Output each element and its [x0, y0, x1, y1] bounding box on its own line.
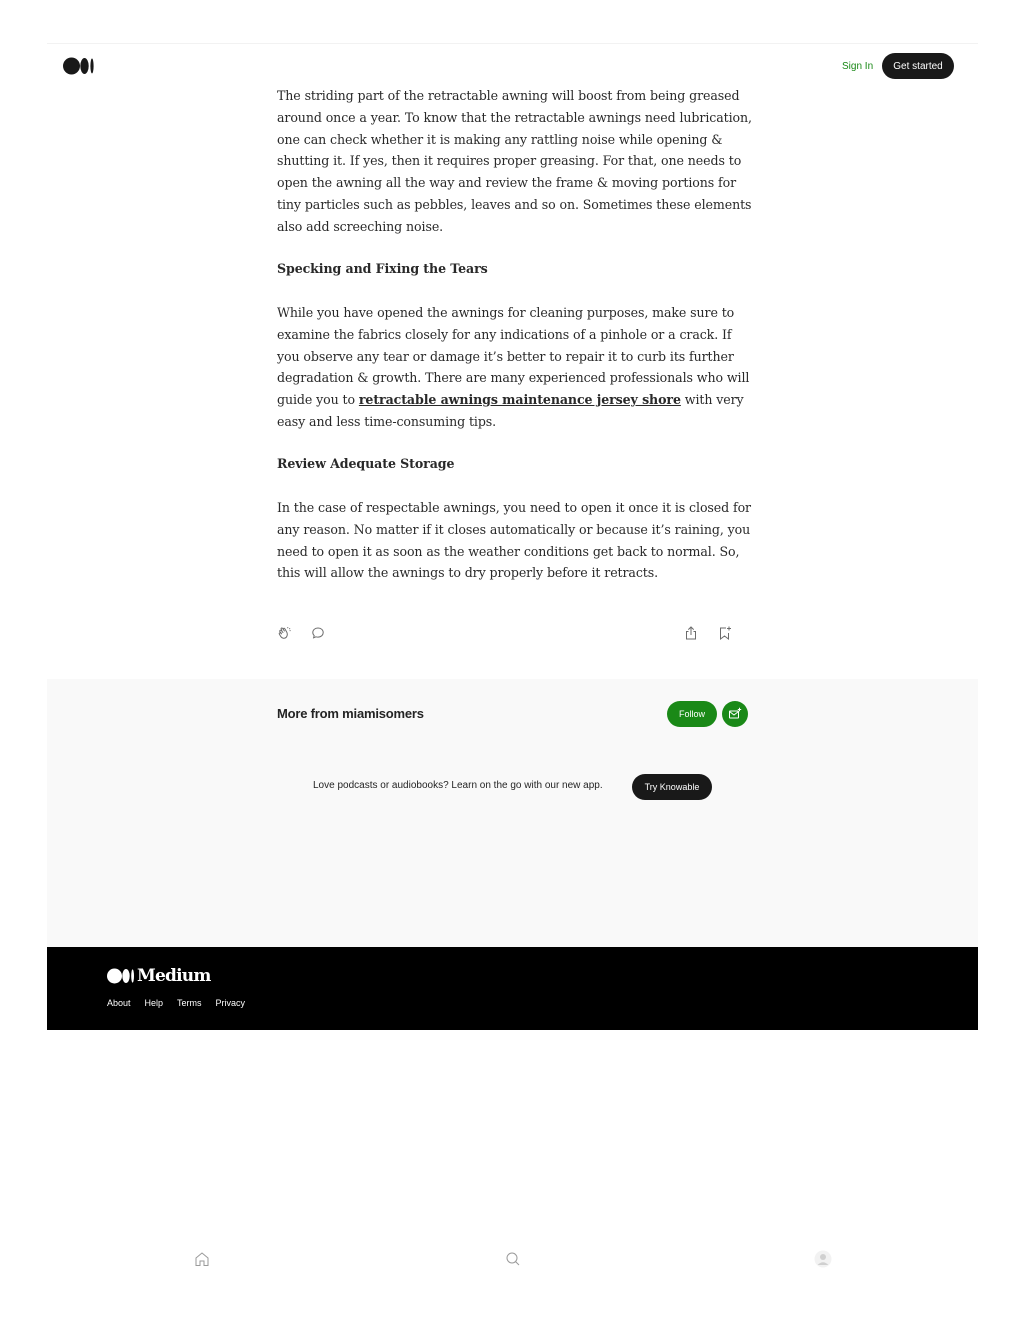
promo-text: Love podcasts or audiobooks? Learn on the go with our new app. — [313, 780, 603, 791]
follow-button[interactable]: Follow — [667, 701, 717, 727]
footer-link-help[interactable]: Help — [144, 998, 164, 1008]
more-from-section — [47, 679, 978, 947]
medium-logo-icon[interactable] — [63, 57, 95, 75]
footer-link-about[interactable]: About — [107, 998, 131, 1008]
article-paragraph: The striding part of the retractable awning will boost from being greased around once a year. To know that the retractable awnings need lubrication, one can check whether it is making any rattling noise while opening & shutting it. If yes, then it requires proper greasing. For that, one needs to open the awning all the way and review the frame & moving portions for tiny particles such as pebbles, leaves and so on. Sometimes these elements also add screeching noise. — [277, 88, 752, 234]
share-icon[interactable] — [683, 625, 699, 641]
section-heading: Review Adequate Storage — [277, 456, 455, 471]
footer — [47, 947, 978, 1030]
top-bar — [47, 44, 978, 88]
get-started-button[interactable]: Get started — [882, 53, 954, 79]
try-knowable-button[interactable]: Try Knowable — [632, 774, 712, 800]
clap-icon[interactable] — [277, 625, 293, 641]
footer-link-terms[interactable]: Terms — [177, 998, 202, 1008]
home-icon[interactable] — [193, 1250, 211, 1268]
paragraph-text: with very easy and less time-consuming tips. — [277, 392, 744, 429]
article-actions — [277, 625, 747, 643]
article-paragraph: In the case of respectable awnings, you need to open it once it is closed for any reason. No matter if it closes automatically or because it’s raining, you need to open it as soon as the weather conditions get back to normal. So, this will allow the awnings to dry properly before it retracts. — [277, 500, 751, 581]
mail-plus-icon — [728, 707, 742, 721]
section-heading: Specking and Fixing the Tears — [277, 261, 488, 276]
bookmark-icon[interactable] — [717, 625, 733, 641]
sign-in-link[interactable]: Sign In — [842, 61, 874, 72]
paragraph-text: While you have opened the awnings for cleaning purposes, make sure to examine the fabrics closely for any indications of a pinhole or a crack. If you observe any tear or damage it’s better to repair it to curb its further degradation & growth. There are many experienced professionals who will guide you to — [277, 305, 750, 408]
search-icon[interactable] — [504, 1250, 522, 1268]
profile-icon[interactable] — [814, 1250, 832, 1268]
footer-links — [107, 998, 245, 1008]
more-from-title: More from miamisomers — [277, 706, 424, 721]
article-paragraph — [277, 302, 752, 433]
article-link[interactable]: retractable awnings maintenance jersey shore — [358, 392, 681, 408]
medium-logo-icon — [107, 968, 135, 984]
comment-icon[interactable] — [310, 625, 326, 641]
subscribe-button[interactable] — [722, 701, 748, 727]
footer-logo[interactable] — [107, 966, 211, 986]
medium-wordmark: Medium — [137, 966, 211, 986]
footer-link-privacy[interactable]: Privacy — [215, 998, 246, 1008]
bottom-nav — [0, 1250, 1024, 1270]
